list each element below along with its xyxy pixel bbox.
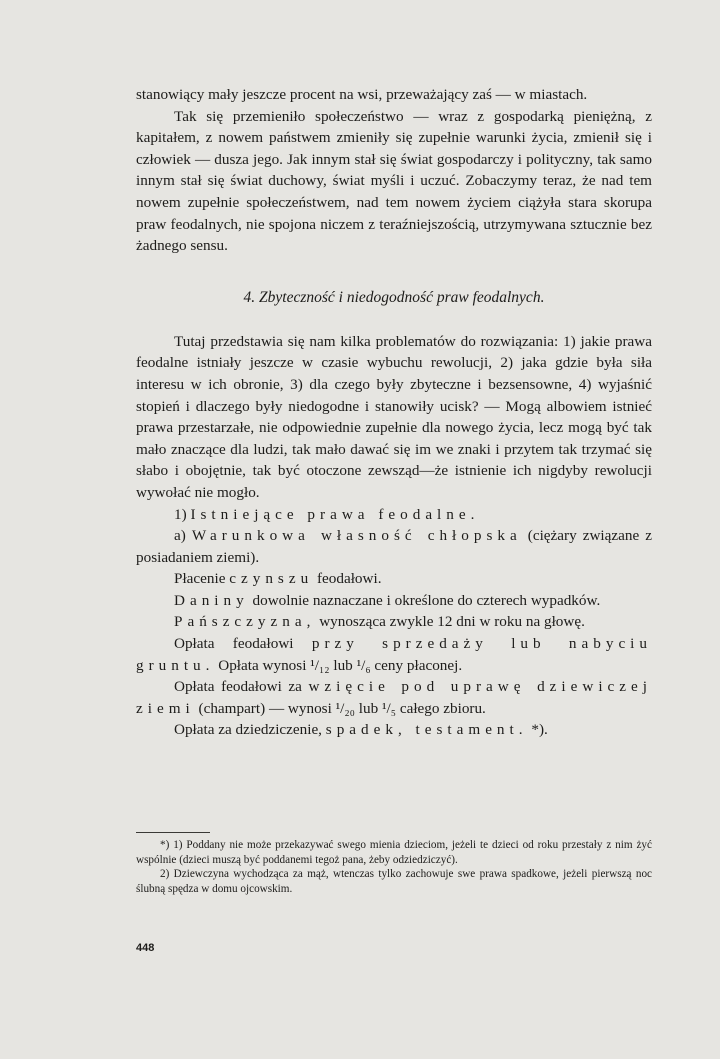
item-a <box>136 525 652 568</box>
item-czynsz <box>136 568 652 590</box>
footnotes <box>136 838 652 896</box>
item-1-title: Istniejące prawa feodalne. <box>190 505 480 523</box>
item-a-rest: (ciężary związane z posiadaniem ziemi). <box>136 527 653 566</box>
item-spadek <box>136 719 652 741</box>
item-sprzedaz <box>136 633 652 676</box>
panszczyzna-word: Pańszczyzna, <box>174 613 316 631</box>
panszczyzna-post: wynosząca zwykle 12 dni w roku na głowę. <box>319 613 585 631</box>
uprawa-post: (champart) — wynosi ¹/₂₀ lub ¹/₅ całego zbioru. <box>198 699 486 717</box>
footnote-1: *) 1) Poddany nie może przekazywać swego mienia dzieciom, jeżeli te dzieci od roku przestały z nim żyć wspólnie (dzieci muszą być poddanemi tegoż pana, żeby odziedziczyć). <box>136 839 652 866</box>
main-text <box>136 84 652 741</box>
paragraph-continuation: stanowiący mały jeszcze procent na wsi, przeważający zaś — w miastach. <box>136 86 588 103</box>
daniny-post: dowolnie naznaczane i określone do czterech wypadków. <box>252 591 601 609</box>
item-a-title: Warunkowa własność chłopska <box>191 527 522 545</box>
spadek-pre: Opłata za dziedziczenie, <box>174 721 322 739</box>
uprawa-pre: Opłata feodałowi za <box>174 678 302 696</box>
czynsz-post: feodałowi. <box>316 570 382 588</box>
czynsz-word: czynszu <box>229 570 314 588</box>
czynsz-pre: Płacenie <box>174 570 226 588</box>
sprzedaz-pre: Opłata feodałowi <box>174 635 294 653</box>
item-1-number: 1) <box>174 505 187 523</box>
item-1 <box>136 504 652 526</box>
paragraph-problems: Tutaj przedstawia się nam kilka problematów do rozwiązania: 1) jakie prawa feodalne istniały jeszcze w czasie wybuchu rewolucji, 2) jaka gdzie była siła interesu w ich obronie, 3) dla czego były zbyteczne i bezsensowne, 4) wyjaśnić stopień i dlaczego były niedogodne i stanowiły ucisk? — Mogą albowiem istnieć prawa przestarzałe, nie odpowiednie zupełnie dla nowego życia, lecz mogą być tak mało znaczące dla ludzi, tak mało dawać się im we znaki i przytem tak trzymać się słabo i obojętnie, tak być otoczone zewsząd—że istnienie ich nigdyby rewolucji wywołać nie mogło. <box>136 332 652 501</box>
footnote-2: 2) Dziewczyna wychodząca za mąż, wtenczas tylko zachowuje swe prawa spadkowe, jeżeli pierwszą noc ślubną spędza w domu ojcowskim. <box>136 868 652 895</box>
sprzedaz-post: Opłata wynosi ¹/₁₂ lub ¹/₆ ceny płaconej. <box>218 656 463 674</box>
page-number: 448 <box>136 942 155 954</box>
item-panszczyzna <box>136 611 652 633</box>
daniny-word: Daniny <box>174 591 249 609</box>
spadek-word: spadek, testament. <box>325 721 528 739</box>
spadek-post: *). <box>531 721 548 739</box>
section-heading: 4. Zbyteczność i niedogodność praw feodalnych. <box>243 288 545 306</box>
footnote-divider <box>136 832 210 833</box>
paragraph-society: Tak się przemieniło społeczeństwo — wraz z gospodarką pieniężną, z kapitałem, z nowem państwem zmieniły się zupełnie warunki życia, zmienił się i człowiek — dusza jego. Jak innym stał się świat gospodarczy i polityczny, tak samo innym stał się świat duchowy, świat myśli i uczuć. Zobaczymy teraz, że nad tem nowem zupełnie społeczeństwem, nad tem nowem życiem ciążyła stara skorupa praw feodalnych, nie spojona niczem z teraźniejszością, utrzymywana sztucznie bez żadnego sensu. <box>136 107 652 255</box>
item-uprawa <box>136 676 652 719</box>
item-daniny <box>136 590 652 612</box>
sprzedaz-word: przy sprzedaży lub nabyciu gruntu. <box>136 635 652 674</box>
uprawa-word: wzięcie pod uprawę dziewiczej ziemi <box>136 678 652 717</box>
item-a-label: a) <box>174 527 186 545</box>
